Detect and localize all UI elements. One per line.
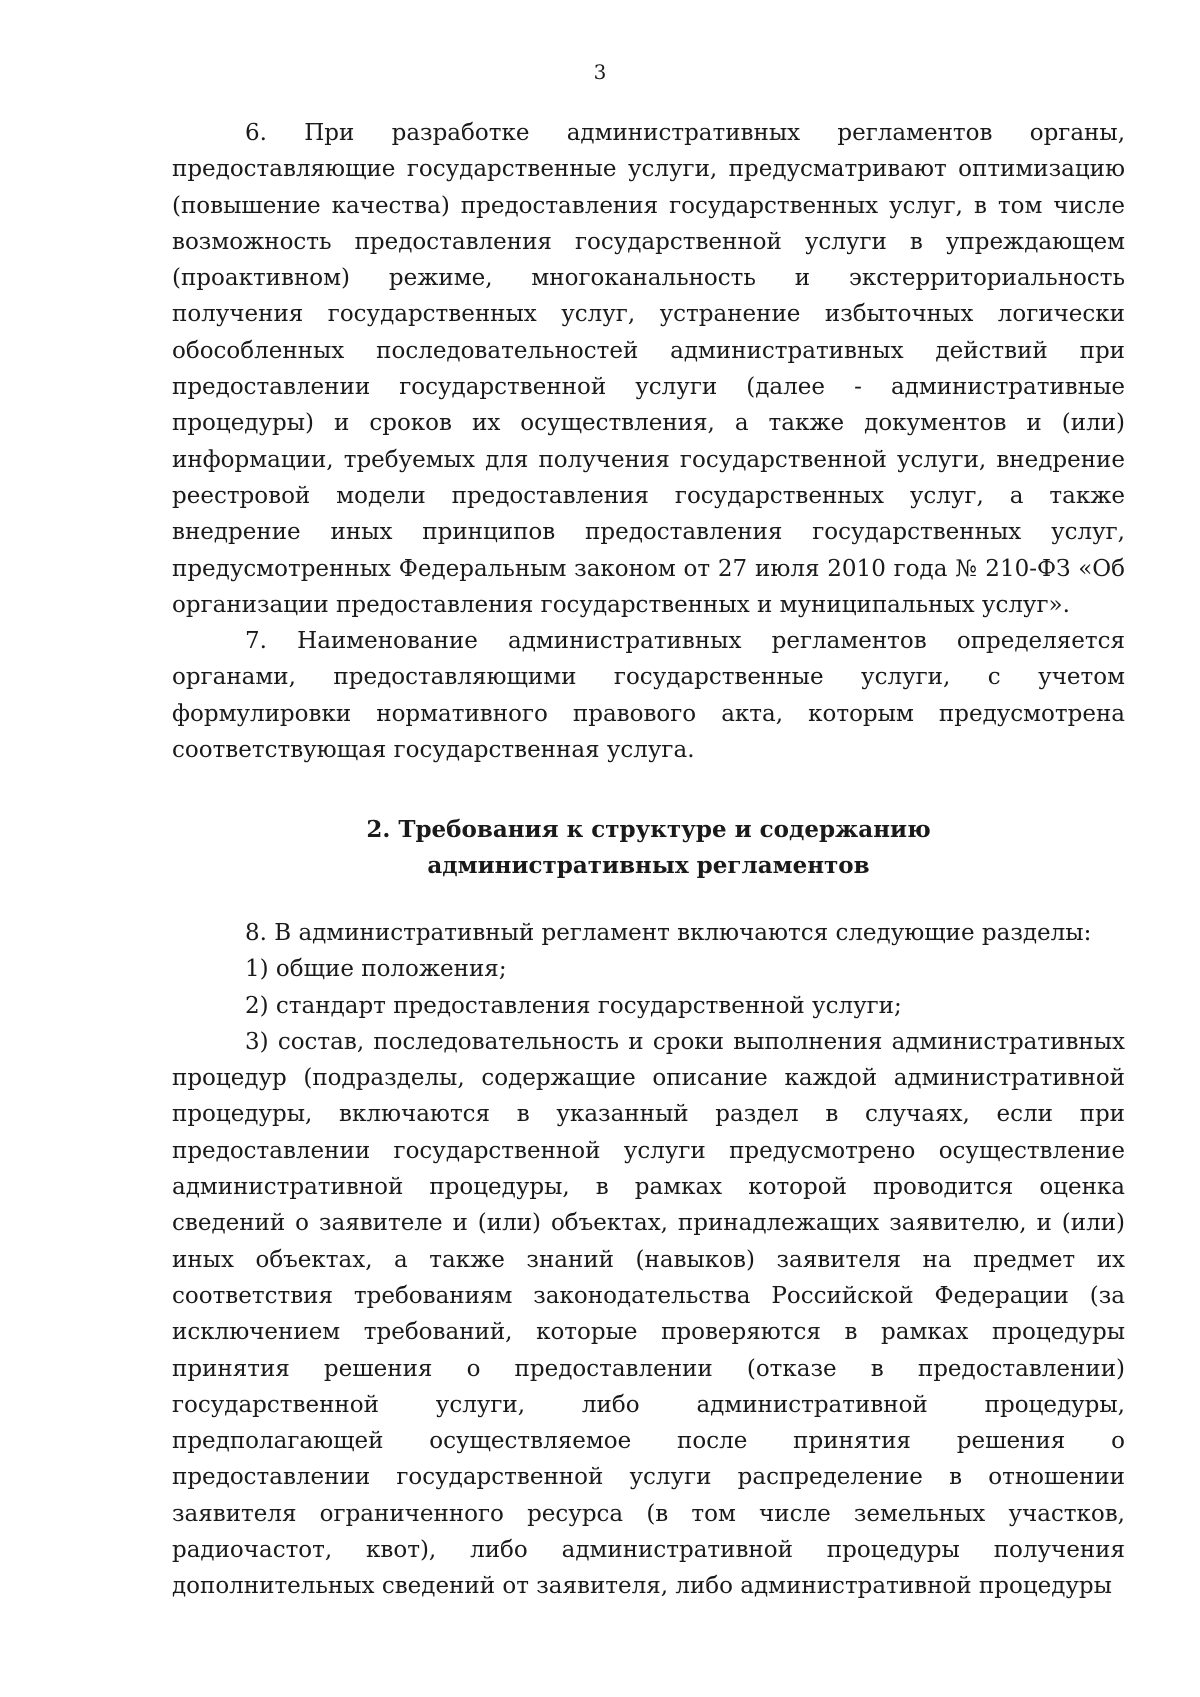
page-number: 3 bbox=[593, 60, 607, 84]
section-heading-line2: административных регламентов bbox=[427, 852, 870, 879]
body-text-top bbox=[172, 115, 1125, 768]
list-item-3: 3) состав, последовательность и сроки выполнения административных процедур (подразделы, содержащие описание каждой административной процедуры, включаются в указанный раздел в случаях, если при предоставлении государственной услуги предусмотрено осуществление административной процедуры, в рамках которой проводится оценка сведений о заявителе и (или) объектах, принадлежащих заявителю, и (или) иных объектах, а также знаний (навыков) заявителя на предмет их соответствия требованиям законодательства Российской Федерации (за исключением требований, которые проверяются в рамках процедуры принятия решения о предоставлении (отказе в предоставлении) государственной услуги, либо административной процедуры, предполагающей осуществляемое после принятия решения о предоставлении государственной услуги распределение в отношении заявителя ограниченного ресурса (в том числе земельных участков, радиочастот, квот), либо административной процедуры получения дополнительных сведений от заявителя, либо административной процедуры bbox=[172, 1028, 1125, 1600]
list-item-2: 2) стандарт предоставления государственной услуги; bbox=[245, 992, 902, 1019]
body-text-bottom bbox=[172, 915, 1125, 1605]
paragraph-6: 6. При разработке административных регламентов органы, предоставляющие государственные услуги, предусматривают оптимизацию (повышение качества) предоставления государственных услуг, в том числе возможность предоставления государственной услуги в упреждающем (проактивном) режиме, многоканальность и экстерриториальность получения государственных услуг, устранение избыточных логически обособленных последовательностей административных действий при предоставлении государственной услуги (далее - административные процедуры) и сроков их осуществления, а также документов и (или) информации, требуемых для получения государственной услуги, внедрение реестровой модели предоставления государственных услуг, а также внедрение иных принципов предоставления государственных услуг, предусмотренных Федеральным законом от 27 июля 2010 года № 210-ФЗ «Об организации предоставления государственных и муниципальных услуг». bbox=[172, 120, 1125, 618]
list-item-1: 1) общие положения; bbox=[245, 956, 507, 983]
paragraph-8: 8. В административный регламент включаются следующие разделы: bbox=[245, 920, 1092, 946]
section-heading bbox=[172, 812, 1125, 884]
section-heading-line1: 2. Требования к структуре и содержанию bbox=[366, 816, 931, 843]
paragraph-7: 7. Наименование административных регламентов определяется органами, предоставляющими государственные услуги, с учетом формулировки нормативного правового акта, которым предусмотрена соответствующая государственная услуга. bbox=[172, 628, 1125, 764]
